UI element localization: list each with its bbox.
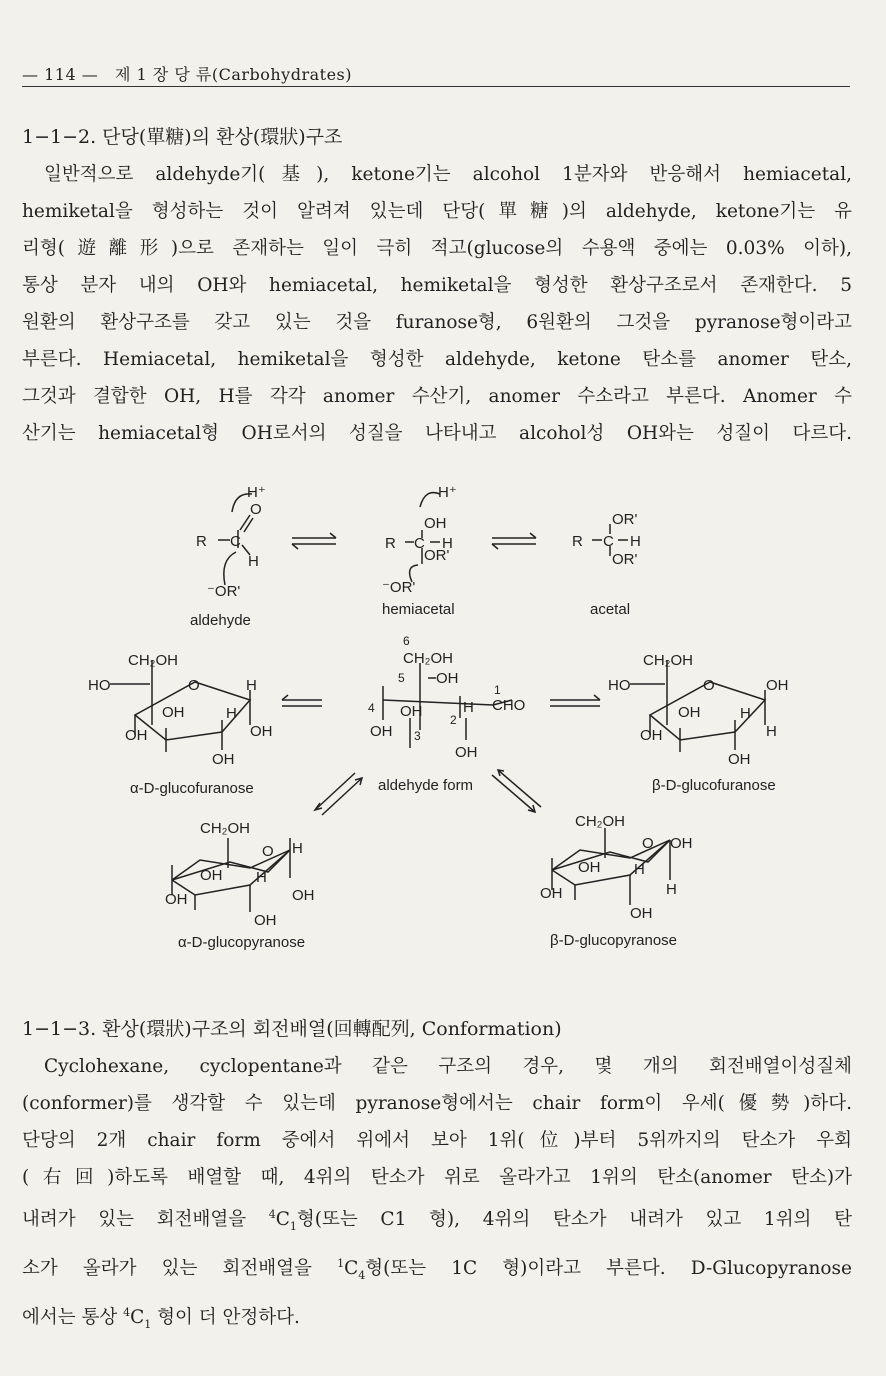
atom-label: OH [670, 835, 693, 852]
atom-label: OH [250, 723, 273, 740]
atom-label: OR' [612, 551, 638, 568]
page-number: — 114 — [22, 65, 99, 84]
beta-glucofuranose-label: β-D-glucofuranose [652, 777, 776, 794]
carbon-number: 1 [494, 683, 501, 697]
text-line: (conformer)를 생각할 수 있는데 pyranose형에서는 chair form이 우세(優勢)하다. [22, 1093, 852, 1114]
carbon-number: 2 [450, 713, 457, 727]
superscript: 4 [268, 1208, 276, 1221]
atom-label: O [642, 835, 654, 852]
atom-label: OH [640, 727, 663, 744]
text-line [22, 1294, 852, 1343]
atom-label: OH [292, 887, 315, 904]
atom-label: H⁺ [438, 484, 457, 501]
carbon-number: 5 [398, 671, 405, 685]
atom-label: H [292, 840, 303, 857]
atom-label: CH₂OH [128, 652, 178, 669]
atom-label: H [666, 881, 677, 898]
text-fragment: 형(또는 1C 형)이라고 부른다. D-Glucopyranose [365, 1258, 852, 1279]
atom-label: H [766, 723, 777, 740]
page-header [22, 62, 848, 85]
atom-label: O [703, 677, 715, 694]
carbon-number: 3 [414, 729, 421, 743]
chemical-structures-diagram [0, 470, 886, 970]
text-line: 부른다. Hemiacetal, hemiketal을 형성한 aldehyde, ketone 탄소를 anomer 탄소, [22, 349, 852, 370]
atom-label: OH [254, 912, 277, 929]
atom-label: OH [678, 704, 701, 721]
text-fragment: 형(또는 C1 형), 4위의 탄소가 내려가 있고 1위의 탄 [296, 1209, 852, 1231]
text-line: 일반적으로 aldehyde기(基), ketone기는 alcohol 1분자와 반응해서 hemiacetal, [44, 164, 852, 185]
atom-label: C [414, 535, 425, 552]
subscript: 4 [358, 1268, 366, 1282]
atom-label: ⁻OR' [207, 583, 241, 600]
atom-label: OR' [424, 547, 450, 564]
atom-label: H [226, 705, 237, 722]
text-line: Cyclohexane, cyclopentane과 같은 구조의 경우, 몇 개의 회전배열이성질체 [44, 1056, 852, 1077]
section-title-conformation: 1−1−3. 환상(環狀)구조의 회전배열(回轉配列, Conformation) [22, 1018, 562, 1040]
text-line: 단당의 2개 chair form 중에서 위에서 보아 1위(位)부터 5위까지의 탄소가 우회 [22, 1130, 852, 1151]
alpha-glucofuranose-label: α-D-glucofuranose [130, 780, 254, 797]
atom-label: OH [162, 704, 185, 721]
atom-label: O [188, 677, 200, 694]
atom-label: OH [728, 751, 751, 768]
alpha-glucopyranose-label: α-D-glucopyranose [178, 934, 306, 951]
chapter-title: 제 1 장 당 류(Carbohydrates) [114, 65, 353, 84]
atom-label: HO [88, 677, 111, 694]
atom-label: OH [424, 515, 447, 532]
atom-label: HO [608, 677, 631, 694]
atom-label: OH [766, 677, 789, 694]
text-fragment: 내려가 있는 회전배열을 [22, 1209, 269, 1231]
text-line: 원환의 환상구조를 갖고 있는 것을 furanose형, 6원환의 그것을 pyranose형이라고 [22, 312, 852, 333]
atom-label: CH₂OH [575, 813, 625, 830]
atom-label: C [230, 533, 241, 550]
hemiacetal-label: hemiacetal [382, 601, 455, 618]
text-line [22, 1196, 852, 1245]
atom-label: OH [212, 751, 235, 768]
text-fragment: 소가 올라가 있는 회전배열을 [22, 1258, 338, 1279]
atom-label: OH [200, 867, 223, 884]
aldehyde-form-label: aldehyde form [378, 777, 474, 794]
atom-label: OH [578, 859, 601, 876]
atom-label: R [572, 533, 583, 550]
atom-label: H [246, 677, 257, 694]
atom-label: H [256, 869, 267, 886]
text-fragment: C [130, 1306, 145, 1328]
superscript: 1 [337, 1256, 345, 1270]
text-line: (右回)하도록 배열할 때, 4위의 탄소가 위로 올라가고 1위의 탄소(anomer 탄소)가 [22, 1167, 852, 1188]
atom-label: C [603, 533, 614, 550]
atom-label: OH [540, 885, 563, 902]
carbon-number: 6 [403, 634, 410, 648]
aldehyde-label: aldehyde [190, 612, 251, 629]
atom-label: H [463, 699, 474, 716]
text-fragment: C [275, 1209, 290, 1231]
atom-label: OH [370, 723, 393, 740]
atom-label: R [385, 535, 396, 552]
text-line: 그것과 결합한 OH, H를 각각 anomer 수산기, anomer 수소라고 부른다. Anomer 수 [22, 386, 852, 407]
atom-label: H⁺ [247, 484, 266, 501]
atom-label: O [250, 501, 262, 518]
atom-label: H [630, 533, 641, 550]
atom-label: CHO [492, 697, 526, 714]
paragraph-ring-structure [22, 156, 852, 452]
atom-label: ⁻OR' [382, 579, 416, 596]
atom-label: CH₂OH [200, 820, 250, 837]
header-rule [22, 86, 850, 87]
paragraph-conformation [22, 1048, 852, 1343]
superscript: 4 [123, 1305, 131, 1319]
atom-label: OH [125, 727, 148, 744]
subscript: 1 [289, 1219, 297, 1233]
carbon-number: 4 [368, 701, 375, 715]
atom-label: OR' [612, 511, 638, 528]
acetal-label: acetal [590, 601, 631, 618]
text-fragment: C [344, 1258, 359, 1279]
atom-label: OH [436, 670, 459, 687]
text-line: 산기는 hemiacetal형 OH로서의 성질을 나타내고 alcohol성 OH와는 성질이 다르다. [22, 423, 852, 444]
text-fragment: 에서는 통상 [22, 1306, 124, 1328]
subscript: 1 [144, 1317, 152, 1331]
section-title-ring-structure: 1−1−2. 단당(單糖)의 환상(環狀)구조 [22, 126, 343, 148]
text-line: hemiketal을 형성하는 것이 알려져 있는데 단당(單糖)의 aldehyde, ketone기는 유 [22, 201, 852, 222]
atom-label: OH [400, 703, 423, 720]
atom-label: H [740, 705, 751, 722]
atom-label: OH [455, 744, 478, 761]
atom-label: CH₂OH [403, 650, 453, 667]
text-line: 리형(遊離形)으로 존재하는 일이 극히 적고(glucose의 수용액 중에는 0.03% 이하), [22, 238, 852, 259]
beta-glucopyranose-label: β-D-glucopyranose [550, 932, 678, 949]
atom-label: H [442, 535, 453, 552]
atom-label: H [634, 861, 645, 878]
atom-label: OH [165, 891, 188, 908]
atom-label: O [262, 843, 274, 860]
atom-label: H [248, 553, 259, 570]
text-line: 통상 분자 내의 OH와 hemiacetal, hemiketal을 형성한 환상구조로서 존재한다. 5 [22, 275, 852, 296]
atom-label: CH₂OH [643, 652, 693, 669]
atom-label: OH [630, 905, 653, 922]
atom-label: R [196, 533, 207, 550]
text-line [22, 1245, 852, 1294]
text-fragment: 형이 더 안정하다. [151, 1306, 300, 1328]
